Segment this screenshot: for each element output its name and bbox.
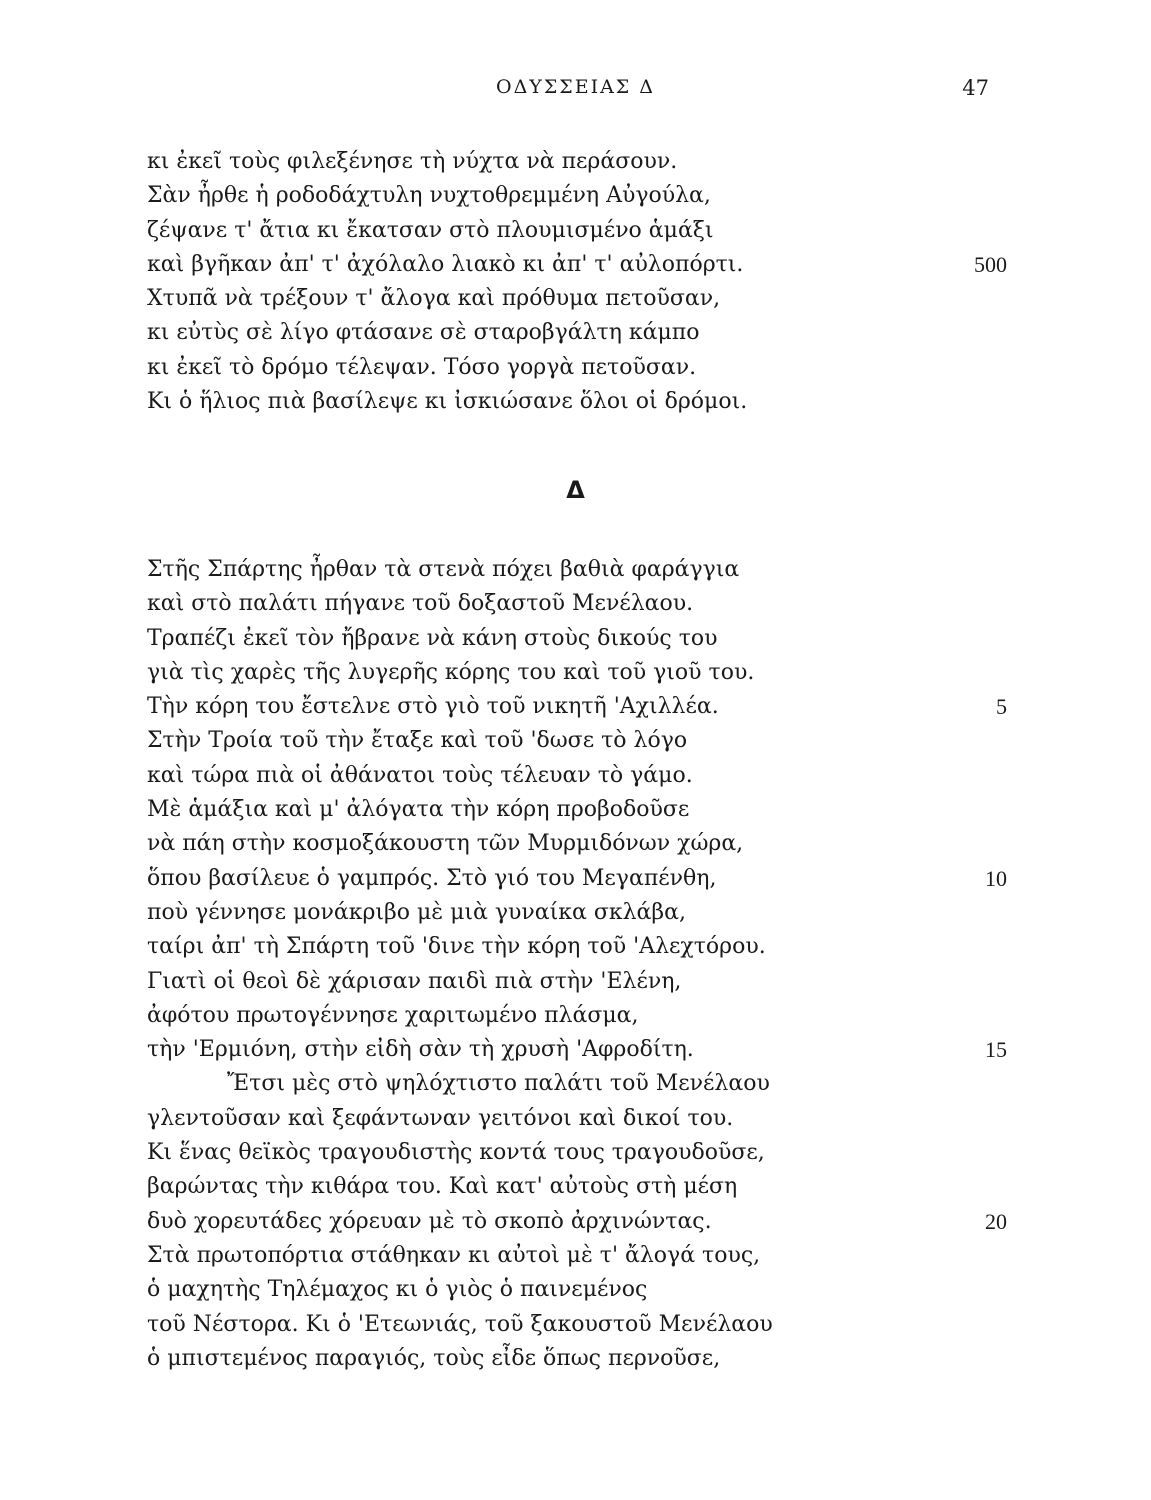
verse-text: κι ἐκεῖ τὸ δρόμο τέλεψαν. Τόσο γοργὰ πετοῦσαν. (147, 354, 697, 380)
verse-text: καὶ βγῆκαν ἀπ' τ' ἀχόλαλο λιακὸ κι ἀπ' τ' αὐλοπόρτι. (147, 251, 744, 277)
verse-line (147, 930, 1007, 964)
verse-text: βαρώντας τὴν κιθάρα του. Καὶ κατ' αὐτοὺς στὴ μέση (147, 1174, 738, 1200)
verse-line (147, 1342, 1007, 1376)
line-number: 15 (985, 1037, 1007, 1063)
verse-line (147, 553, 1007, 587)
verse-line (147, 316, 1007, 350)
verse-text: Σὰν ἦρθε ἡ ροδοδάχτυλη νυχτοθρεμμένη Αὐγούλα, (147, 183, 711, 209)
line-number: 10 (985, 865, 1007, 891)
verse-text: Στὰ πρωτοπόρτια στάθηκαν κι αὐτοὶ μὲ τ' ἄλογά τους, (147, 1242, 761, 1268)
verse-text: ταίρι ἀπ' τὴ Σπάρτη τοῦ 'δινε τὴν κόρη τοῦ 'Αλεχτόρου. (147, 934, 766, 960)
verse-line (147, 179, 1007, 213)
verse-line (147, 1308, 1007, 1342)
verse-text: ὁ μπιστεμένος παραγιός, τοὺς εἶδε ὅπως περνοῦσε, (147, 1345, 721, 1371)
verse-text: ποὺ γέννησε μονάκριβο μὲ μιὰ γυναίκα σκλάβα, (147, 899, 686, 925)
verse-line (147, 827, 1007, 861)
verse-line (147, 1067, 1007, 1101)
verse-text: ἀφότου πρωτογέννησε χαριτωμένο πλάσμα, (147, 1002, 639, 1028)
verse-line (147, 385, 1007, 419)
verse-text: νὰ πάη στὴν κοσμοξάκουστη τῶν Μυρμιδόνων χώρα, (147, 831, 744, 857)
verse-line (147, 793, 1007, 827)
verse-line (147, 145, 1007, 179)
page-header (0, 76, 1151, 106)
verse-line (147, 1239, 1007, 1273)
verse-text: Στῆς Σπάρτης ἦρθαν τὰ στενὰ πόχει βαθιὰ φαράγγια (147, 557, 740, 582)
verse-line (147, 282, 1007, 316)
line-number: 500 (974, 251, 1007, 277)
verse-text: γιὰ τὶς χαρὲς τῆς λυγερῆς κόρης του καὶ τοῦ γιοῦ του. (147, 659, 755, 685)
verse-line (147, 965, 1007, 999)
verse-line (147, 214, 1007, 248)
verse-line (147, 587, 1007, 621)
verse-line (147, 1273, 1007, 1307)
verse-text: Μὲ ἁμάξια καὶ μ' ἀλόγατα τὴν κόρη προβοδοῦσε (147, 797, 690, 823)
line-number: 20 (985, 1208, 1007, 1234)
verse-text: ὅπου βασίλευε ὁ γαμπρός. Στὸ γιό του Μεγαπένθη, (147, 865, 717, 891)
verse-text: Κι ἕνας θεϊκὸς τραγουδιστὴς κοντά τους τραγουδοῦσε, (147, 1140, 765, 1166)
verse-block-previous-book (147, 145, 1007, 419)
verse-text: Γιατὶ οἱ θεοὶ δὲ χάρισαν παιδὶ πιὰ στὴν 'Ελένη, (147, 968, 682, 994)
running-title: ΟΔΥΣΣΕΙΑΣ Δ (496, 76, 655, 98)
book-heading: Δ (566, 476, 585, 504)
verse-line (147, 1102, 1007, 1136)
verse-text: ζέψανε τ' ἄτια κι ἔκατσαν στὸ πλουμισμένο ἁμάξι (147, 217, 714, 243)
page-number: 47 (962, 76, 989, 100)
verse-text: καὶ στὸ παλάτι πήγανε τοῦ δοξαστοῦ Μενέλαου. (147, 591, 694, 617)
verse-line (147, 1033, 1007, 1067)
verse-line (147, 999, 1007, 1033)
verse-line (147, 896, 1007, 930)
verse-text: καὶ τώρα πιὰ οἱ ἀθάνατοι τοὺς τέλευαν τὸ γάμο. (147, 762, 693, 788)
verse-text: κι εὐτὺς σὲ λίγο φτάσανε σὲ σταροβγάλτη κάμπο (147, 320, 700, 346)
verse-text: Τραπέζι ἐκεῖ τὸν ἤβρανε νὰ κάνη στοὺς δικούς του (147, 625, 718, 651)
verse-line (147, 724, 1007, 758)
verse-text: κι ἐκεῖ τοὺς φιλεξένησε τὴ νύχτα νὰ περάσουν. (147, 149, 678, 174)
verse-line (147, 622, 1007, 656)
verse-line (147, 1205, 1007, 1239)
verse-text: τὴν 'Ερμιόνη, στὴν εἰδὴ σὰν τὴ χρυσὴ 'Αφροδίτη. (147, 1037, 694, 1063)
line-number: 5 (996, 694, 1007, 720)
verse-line (147, 351, 1007, 385)
verse-line (147, 248, 1007, 282)
verse-line (147, 1136, 1007, 1170)
verse-text: τοῦ Νέστορα. Κι ὁ 'Ετεωνιάς, τοῦ ξακουστοῦ Μενέλαου (147, 1311, 773, 1337)
verse-text: δυὸ χορευτάδες χόρευαν μὲ τὸ σκοπὸ ἀρχινώντας. (147, 1208, 712, 1234)
verse-line (147, 656, 1007, 690)
verse-text: ὁ μαχητὴς Τηλέμαχος κι ὁ γιὸς ὁ παινεμένος (147, 1277, 648, 1303)
verse-text: Στὴν Τροία τοῦ τὴν ἔταξε καὶ τοῦ 'δωσε τὸ λόγο (147, 728, 688, 754)
verse-text: Χτυπᾶ νὰ τρέξουν τ' ἄλογα καὶ πρόθυμα πετοῦσαν, (147, 286, 721, 312)
verse-line (147, 862, 1007, 896)
verse-block-book-delta (147, 553, 1007, 1376)
verse-text: γλεντοῦσαν καὶ ξεφάντωναν γειτόνοι καὶ δικοί του. (147, 1105, 734, 1131)
verse-line (147, 1170, 1007, 1204)
verse-text: Τὴν κόρη του ἔστελνε στὸ γιὸ τοῦ νικητῆ 'Αχιλλέα. (147, 694, 719, 720)
verse-text: Κι ὁ ἥλιος πιὰ βασίλεψε κι ἰσκιώσανε ὅλοι οἱ δρόμοι. (147, 389, 748, 415)
verse-line (147, 759, 1007, 793)
verse-line (147, 690, 1007, 724)
verse-text: Ἔτσι μὲς στὸ ψηλόχτιστο παλάτι τοῦ Μενέλαου (227, 1071, 770, 1097)
